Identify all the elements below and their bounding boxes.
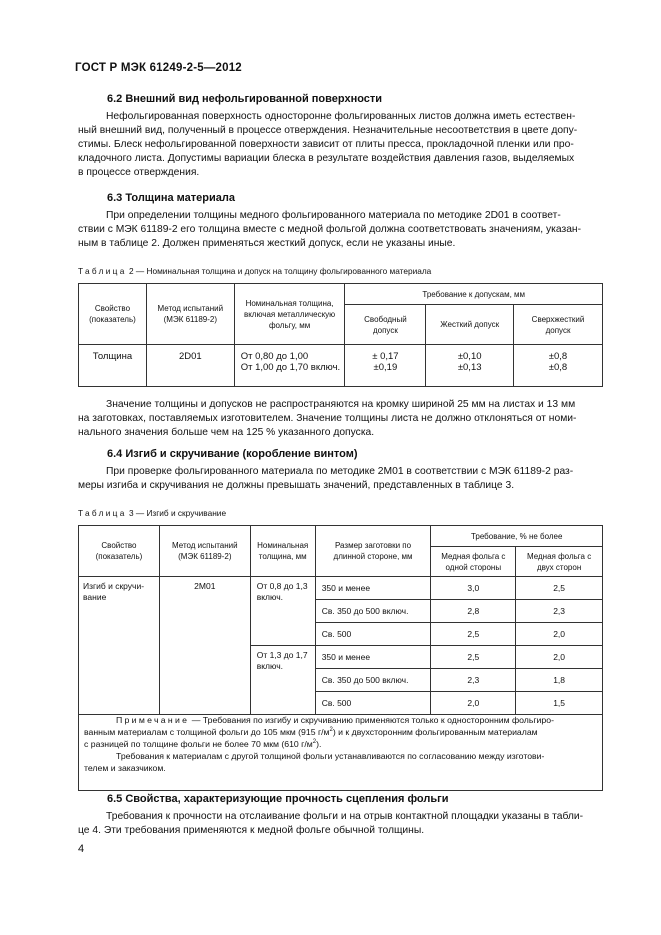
- cell-line: ±0,8: [548, 351, 568, 362]
- cell-line: ± 0,17: [372, 351, 399, 362]
- cell-one-side: 2,0: [431, 692, 516, 715]
- cell-nominal: От 1,3 до 1,7 включ.: [250, 646, 315, 715]
- cell-one-side: 2,3: [431, 669, 516, 692]
- header-requirement: Требование, % не более: [431, 526, 603, 547]
- cell-line: ±0,19: [373, 362, 398, 373]
- superscript: 2: [312, 739, 317, 746]
- cell-size: Св. 350 до 500 включ.: [315, 600, 431, 623]
- cell-size: 350 и менее: [315, 646, 431, 669]
- table-3-caption: [78, 508, 226, 518]
- table-2: [78, 283, 603, 387]
- cell-one-side: 2,5: [431, 646, 516, 669]
- section-6-2-text: [78, 110, 602, 180]
- cell-superhard: [514, 345, 603, 387]
- cell-line: ±0,13: [457, 362, 482, 373]
- cell-one-side: 2,5: [431, 623, 516, 646]
- text-line: ным в таблице 2. Должен применяться жесткий допуск, если не указаны иные.: [78, 238, 456, 249]
- document-header: ГОСТ Р МЭК 61249-2-5—2012: [75, 62, 242, 74]
- note-text: телем и заказчиком.: [84, 763, 166, 773]
- section-6-5-heading: 6.5 Свойства, характеризующие прочность сцепления фольги: [107, 793, 449, 805]
- cell-two-side: 2,0: [516, 646, 603, 669]
- header-requirement: Требование к допускам, мм: [345, 284, 603, 305]
- header-property: Свойство (показатель): [79, 284, 147, 345]
- header-size: Размер заготовки по длинной стороне, мм: [315, 526, 431, 577]
- superscript: 2: [329, 727, 333, 734]
- caption-text: 2 — Номинальная толщина и допуск на толщину фольгированного материала: [126, 266, 432, 276]
- cell-size: Св. 350 до 500 включ.: [315, 669, 431, 692]
- header-hard: Жесткий допуск: [426, 305, 514, 345]
- text-line: ный внешний вид, полученный в процессе отверждения. Незначительные несоответствия в цвете допу-: [78, 125, 578, 136]
- header-nominal: Номинальная толщина, мм: [250, 526, 315, 577]
- cell-method: 2М01: [159, 577, 250, 715]
- header-superhard: Сверхжесткий допуск: [514, 305, 603, 345]
- header-nominal: Номинальная толщина, включая металлическую фольгу, мм: [234, 284, 345, 345]
- text-line: Значение толщины и допусков не распространяются на кромку шириной 25 мм на листах и 13 мм: [106, 399, 576, 410]
- header-free: Свободный допуск: [345, 305, 426, 345]
- cell-two-side: 2,5: [516, 577, 603, 600]
- header-two-side: Медная фольга с двух сторон: [516, 547, 603, 577]
- cell-line: От 1,00 до 1,70 включ.: [240, 362, 341, 373]
- text-line: на заготовках, поставляемых изготовителем. Значение толщины листа не должно отклоняться от номи-: [78, 413, 577, 424]
- header-property: Свойство (показатель): [79, 526, 160, 577]
- page-number: 4: [78, 843, 85, 855]
- cell-size: Св. 500: [315, 692, 431, 715]
- note-text: ванным материалам с толщиной фольги до 105 мкм (915 г/м: [84, 727, 330, 737]
- note-text: — Требования по изгибу и скручиванию применяются только к односторонним фольгиро-: [189, 715, 554, 725]
- cell-size: 350 и менее: [315, 577, 431, 600]
- note-label: Примечание: [116, 715, 190, 725]
- cell-line: ±0,8: [548, 362, 568, 373]
- note-text: с разницей по толщине фольги не более 70 мкм (610 г/м: [84, 739, 313, 749]
- table-2-caption: [78, 266, 431, 276]
- table-3-note: [84, 714, 598, 774]
- section-6-4-text: [78, 465, 602, 493]
- section-6-5-text: [78, 810, 602, 838]
- note-text: ).: [316, 739, 322, 749]
- cell-one-side: 3,0: [431, 577, 516, 600]
- cell-two-side: 2,0: [516, 623, 603, 646]
- note-text: ) и к двухсторонним фольгированным материалам: [332, 727, 538, 737]
- header-method: Метод испытаний (МЭК 61189-2): [159, 526, 250, 577]
- cell-free: [345, 345, 426, 387]
- text-line: При определении толщины медного фольгированного материала по методике 2D01 в соответ-: [106, 210, 561, 221]
- cell-nominal: От 0,8 до 1,3 включ.: [250, 577, 315, 646]
- text-line: кладочного листа. Допустимы вариации блеска в результате воздействия давления газов, выделяемых: [78, 153, 575, 164]
- table-2-followup-text: [78, 398, 602, 440]
- text-line: При проверке фольгированного материала по методике 2М01 в соответствии с МЭК 61189-2 раз-: [106, 466, 574, 477]
- text-line: стимы. Блеск нефольгированной поверхности зависит от плиты пресса, прокладочной пленки или про-: [78, 139, 574, 150]
- cell-two-side: 1,8: [516, 669, 603, 692]
- text-line: меры изгиба и скручивания не должны превышать значений, представленных в таблице 3.: [78, 480, 515, 491]
- cell-size: Св. 500: [315, 623, 431, 646]
- text-line: Требования к прочности на отслаивание фольги и на отрыв контактной площадки указаны в табли-: [106, 811, 584, 822]
- cell-nominal: [234, 345, 345, 387]
- text-line: це 4. Эти требования применяются к медной фольге обычной толщины.: [78, 825, 425, 836]
- section-6-2-heading: 6.2 Внешний вид нефольгированной поверхности: [107, 93, 383, 105]
- text-line: ствии с МЭК 61189-2 его толщина вместе с медной фольгой должна соответствовать значениям, указан-: [78, 224, 582, 235]
- caption-label: Таблица: [78, 266, 127, 276]
- cell-two-side: 2,3: [516, 600, 603, 623]
- cell-two-side: 1,5: [516, 692, 603, 715]
- cell-line: ±0,10: [457, 351, 482, 362]
- section-6-4-heading: 6.4 Изгиб и скручивание (коробление винтом): [107, 448, 358, 460]
- section-6-3-text: [78, 209, 602, 251]
- caption-label: Таблица: [78, 508, 127, 518]
- cell-property: Толщина: [79, 345, 147, 387]
- cell-line: От 0,80 до 1,00: [240, 351, 309, 362]
- note-text: Требования к материалам с другой толщиной фольги устанавливаются по согласованию между изготови-: [116, 751, 545, 761]
- header-method: Метод испытаний (МЭК 61189-2): [146, 284, 234, 345]
- cell-method: 2D01: [146, 345, 234, 387]
- caption-text: 3 — Изгиб и скручивание: [126, 508, 227, 518]
- cell-hard: [426, 345, 514, 387]
- cell-one-side: 2,8: [431, 600, 516, 623]
- text-line: в процессе отверждения.: [78, 167, 200, 178]
- section-6-3-heading: 6.3 Толщина материала: [107, 192, 235, 204]
- header-one-side: Медная фольга с одной стороны: [431, 547, 516, 577]
- text-line: Нефольгированная поверхность односторонне фольгированных листов должна иметь естествен-: [106, 111, 576, 122]
- text-line: нального значения больше чем на 125 % указанного допуска.: [78, 427, 375, 438]
- cell-property: Изгиб и скручи-вание: [79, 577, 160, 715]
